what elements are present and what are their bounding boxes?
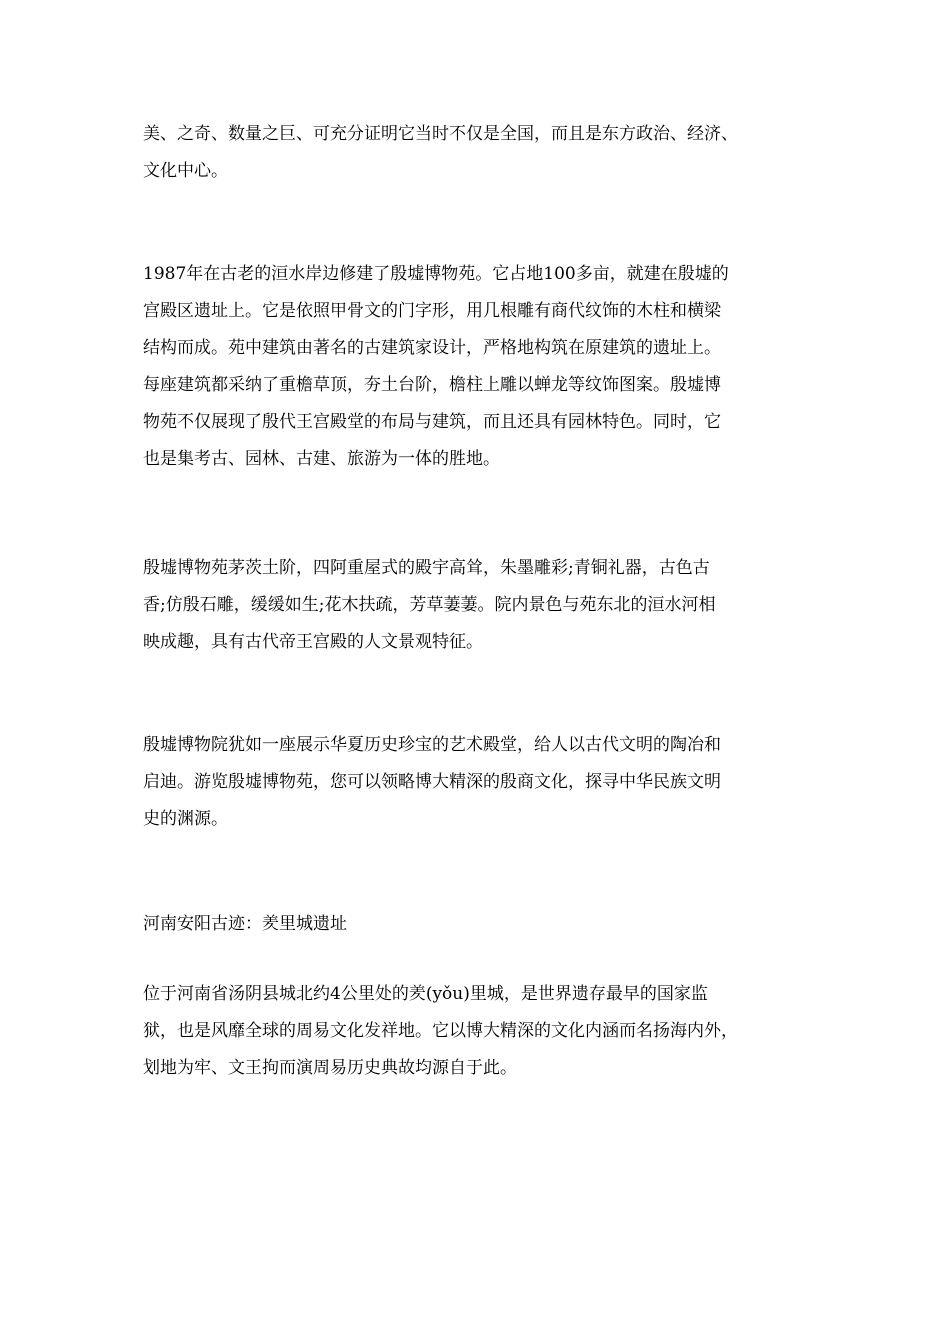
- paragraph-1: [143, 116, 811, 190]
- paragraph-line: 1987年在古老的洹水岸边修建了殷墟博物苑。它占地100多亩，就建在殷墟的: [143, 264, 729, 284]
- paragraph-line: 启迪。游览殷墟博物苑，您可以领略博大精深的殷商文化，探寻中华民族文明: [143, 772, 721, 792]
- paragraph-line: 文化中心。: [143, 161, 228, 181]
- paragraph-line: 映成趣，具有古代帝王宫殿的人文景观特征。: [143, 632, 483, 652]
- paragraph-3: [143, 550, 811, 661]
- paragraph-line: 狱，也是风靡全球的周易文化发祥地。它以博大精深的文化内涵而名扬海内外，: [143, 1021, 738, 1041]
- paragraph-line: 史的渊源。: [143, 809, 228, 829]
- paragraph-2: [143, 256, 811, 478]
- paragraph-line: 物苑不仅展现了殷代王宫殿堂的布局与建筑，而且还具有园林特色。同时，它: [143, 412, 721, 432]
- paragraph-line: 位于河南省汤阴县城北约4公里处的羑(yǒu)里城，是世界遗存最早的国家监: [143, 984, 708, 1004]
- paragraph-line: 结构而成。苑中建筑由著名的古建筑家设计，严格地构筑在原建筑的遗址上。: [143, 338, 721, 358]
- paragraph-line: 宫殿区遗址上。它是依照甲骨文的门字形，用几根雕有商代纹饰的木柱和横梁: [143, 301, 721, 321]
- paragraph-line: 殷墟博物苑茅茨土阶，四阿重屋式的殿宇高耸，朱墨雕彩;青铜礼器，古色古: [143, 558, 710, 578]
- paragraph-line: 每座建筑都采纳了重檐草顶，夯土台阶，檐柱上雕以蝉龙等纹饰图案。殷墟博: [143, 375, 721, 395]
- heading-line: 河南安阳古迹：羑里城遗址: [143, 914, 347, 934]
- paragraph-line: 美、之奇、数量之巨、可充分证明它当时不仅是全国，而且是东方政治、经济、: [143, 124, 738, 144]
- paragraph-5: [143, 976, 811, 1087]
- paragraph-line: 划地为牢、文王拘而演周易历史典故均源自于此。: [143, 1058, 517, 1078]
- paragraph-4: [143, 727, 811, 838]
- paragraph-line: 也是集考古、园林、古建、旅游为一体的胜地。: [143, 449, 500, 469]
- paragraph-line: 香;仿殷石雕，缓缓如生;花木扶疏，芳草萋萋。院内景色与苑东北的洹水河相: [143, 595, 716, 615]
- paragraph-line: 殷墟博物院犹如一座展示华夏历史珍宝的艺术殿堂，给人以古代文明的陶冶和: [143, 735, 721, 755]
- section-heading: [143, 906, 811, 943]
